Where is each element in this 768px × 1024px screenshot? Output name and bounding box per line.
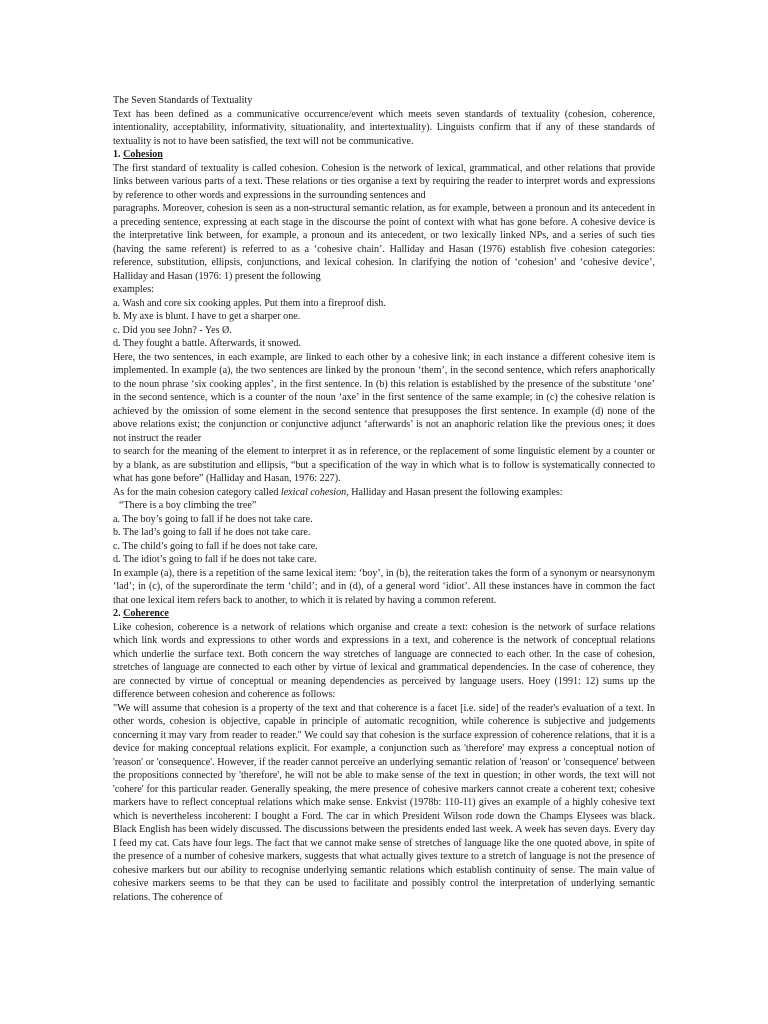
- example-item: b. The lad’s going to fall if he does not take care.: [113, 527, 311, 538]
- example-item: d. The idiot’s going to fall if he does not take care.: [113, 554, 317, 565]
- section-number: 2.: [113, 608, 124, 619]
- section-heading-cohesion: [113, 148, 655, 162]
- examples-label: examples:: [113, 284, 154, 295]
- section-number: 1.: [113, 149, 124, 160]
- example-item: c. The child’s going to fall if he does not take care.: [113, 540, 318, 552]
- section-heading-coherence: [113, 607, 655, 621]
- text-run: , Halliday and Hasan present the following examples:: [346, 486, 563, 498]
- text-run: As for the main cohesion category called: [113, 486, 281, 498]
- example-item: d. They fought a battle. Afterwards, it snowed.: [113, 338, 301, 349]
- paragraph: "We will assume that cohesion is a property of the text and that coherence is a facet [i.e. side] of the reader's evaluation of a text. In other words, cohesion is objective, capable in principle of automatic recognition, while coherence is subjective and judgements concerning it may vary from reader to reader." We could say that cohesion is the surface expression of coherence relations, that it is a device for making conceptual relations explicit. For example, a conjunction such as 'therefore' may express a conceptual notion of 'reason' or 'consequence'. However, if the reader cannot perceive an underlying semantic relation of 'reason' or 'consequence' between the propositions connected by 'therefore', he will not be able to make sense of the text in question; in other words, the text will not 'cohere' for this particular reader. Generally speaking, the mere presence of cohesive markers cannot create a coherent text; cohesive markers have to reflect conceptual relations which make sense. Enkvist (1978b: 110-11) gives an example of a highly cohesive text which is nevertheless incoherent: I bought a Ford. The car in which President Wilson rode down the Champs Elysees was black. Black English has been widely discussed. The discussions between the presidents ended last week. A week has seven days. Every day I feed my cat. Cats have four legs. The fact that we cannot make sense of stretches of language like the one quoted above, in spite of the presence of a number of cohesive markers, suggests that what actually gives texture to a stretch of language is not the presence of cohesive markers but our ability to recognise underlying semantic relations which establish continuity of sense. The main value of cohesive markers seems to be that they can be used to facilitate and possibly control the interpretation of underlying semantic relations. The coherence of: [113, 702, 655, 903]
- paragraph: In example (a), there is a repetition of the same lexical item: ‘boy’, in (b), the reiteration takes the form of a synonym or nearsynonym ‘lad’; in (c), of the superordinate the term ‘child’; and in (d), of a general word ‘idiot’. All these instances have in common the fact that one lexical item refers back to another, to which it is related by having a common referent.: [113, 567, 655, 606]
- intro-paragraph: Text has been defined as a communicative occurrence/event which meets seven standards of textuality (cohesion, coherence, intentionality, acceptability, informativity, situationality, and intertextuality). Linguists confirm that if any of these standards of textuality is not to have been satisfied, the text will not be communicative.: [113, 108, 655, 147]
- example-item: a. The boy’s going to fall if he does not take care.: [113, 513, 313, 525]
- paragraph: to search for the meaning of the element to interpret it as in reference, or the replacement of some linguistic element by a counter or by a blank, as are substitution and ellipsis, “but a specification of the way in which what is to follow is systematically connected to what has gone before” (Halliday and Hasan, 1976: 227).: [113, 446, 655, 484]
- example-item: b. My axe is blunt. I have to get a sharper one.: [113, 311, 301, 322]
- document-page: [113, 94, 655, 904]
- document-title: The Seven Standards of Textuality: [113, 95, 253, 106]
- section-title: Cohesion: [123, 149, 163, 160]
- paragraph: [113, 486, 655, 500]
- paragraph: The first standard of textuality is called cohesion. Cohesion is the network of lexical, grammatical, and other relations that provide links between various parts of a text. These relations or ties organise a text by requiring the reader to interpret words and expressions by reference to other words and expressions in the surrounding sentences and: [113, 162, 655, 201]
- paragraph: Here, the two sentences, in each example, are linked to each other by a cohesive link; in each instance a different cohesive item is implemented. In example (a), the two sentences are linked by the pronoun ‘them’, in the second sentence, which refers anaphorically to the noun phrase ‘six cooking apples’, in the first sentence. In (b) this relation is established by the presence of the substitute ‘one’ in the second sentence, which is a counter of the noun ‘axe’ in the first sentence of the same example; in (c) the cohesive relation is achieved by the omission of some element in the second sentence that presupposes the first sentence. In example (d) none of the above relations exist; the conjunction or conjunctive adjunct ‘afterwards’ is not an anaphoric relation like the previous ones; it does not instruct the reader: [113, 351, 655, 444]
- example-item: a. Wash and core six cooking apples. Put them into a fireproof dish.: [113, 297, 386, 309]
- paragraph: paragraphs. Moreover, cohesion is seen as a non-structural semantic relation, as for example, between a pronoun and its antecedent in a preceding sentence, expressing at each stage in the discourse the point of context with what has gone before. A cohesive device is the interpretative link between, for example, a pronoun and its antecedent, or two lexically linked NPs, and a series of such ties (having the same referent) is referred to as a ‘cohesive chain’. Halliday and Hasan (1976) establish five cohesion categories: reference, substitution, ellipsis, conjunctions, and lexical cohesion. In clarifying the notion of ‘cohesion’ and ‘cohesive device’, Halliday and Hasan (1976: 1) present the following: [113, 203, 655, 282]
- paragraph: Like cohesion, coherence is a network of relations which organise and create a text: cohesion is the network of surface relations which link words and expressions to other words and expressions in a text, and coherence is the network of conceptual relations which underlie the surface text. Both concern the way stretches of language are connected to each other. In the case of cohesion, stretches of language are connected to each other by virtue of lexical and grammatical dependencies. In the case of coherence, they are connected by virtue of conceptual or meaning dependencies as perceived by language users. Hoey (1991: 12) sums up the difference between cohesion and coherence as follows:: [113, 621, 655, 700]
- section-title: Coherence: [123, 608, 169, 619]
- quoted-example: “There is a boy climbing the tree”: [119, 500, 257, 511]
- example-item: c. Did you see John? - Yes Ø.: [113, 324, 232, 336]
- italic-term: lexical cohesion: [280, 486, 347, 498]
